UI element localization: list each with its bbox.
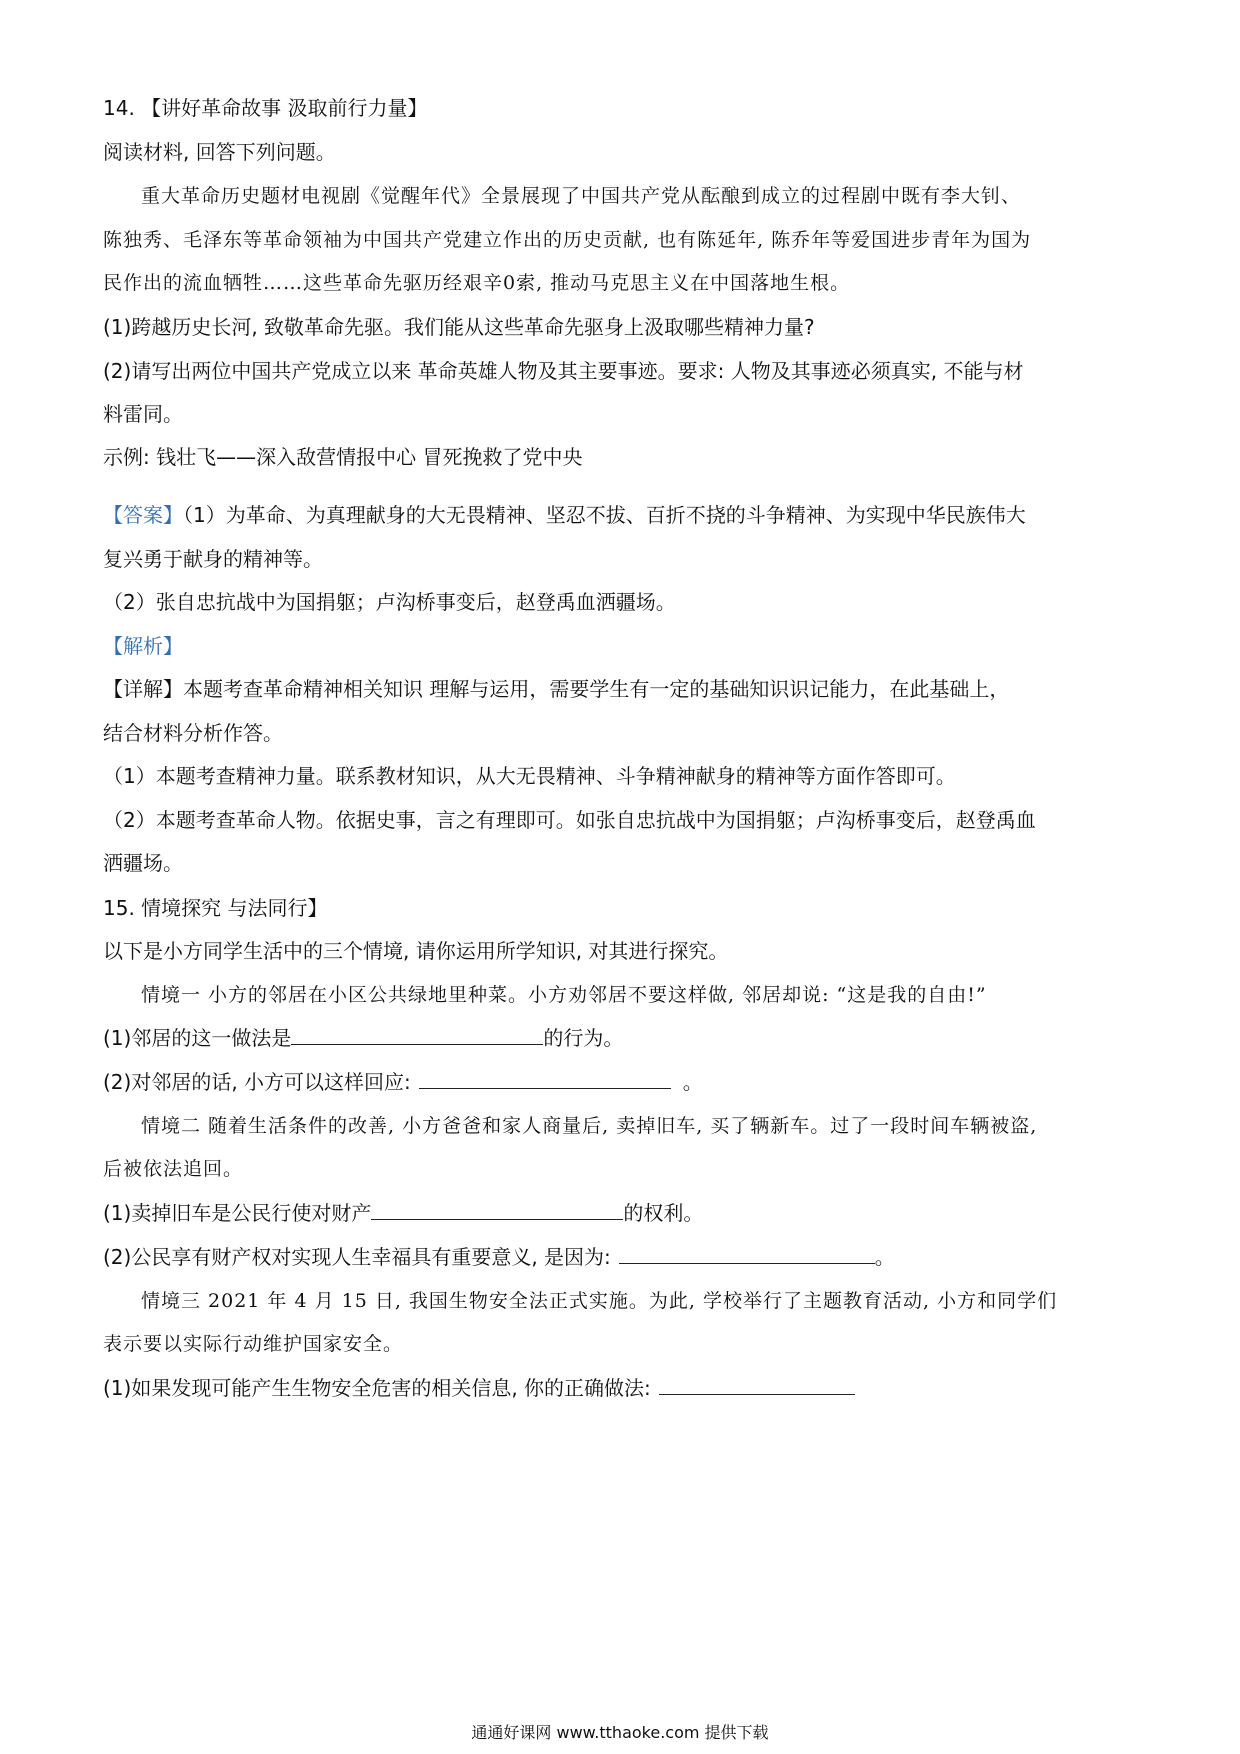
- scenario-3-q1-prefix: (1)如果发现可能产生生物安全危害的相关信息, 你的正确做法:: [103, 1376, 651, 1400]
- question-14-sub-1: (1)跨越历史长河, 致敬革命先驱。我们能从这些革命先驱身上汲取哪些精神力量?: [103, 315, 815, 339]
- scenario-1-q1-blank[interactable]: [291, 1024, 543, 1045]
- scenario-2-q1-prefix: (1)卖掉旧车是公民行使对财产: [103, 1201, 372, 1225]
- scenario-1-question-1: [103, 1024, 623, 1052]
- question-14-sub-2-line-1: (2)请写出两位中国共产党成立以来 革命英雄人物及其主要事迹。要求: 人物及其事迹必须真实, 不能与材: [103, 359, 1024, 383]
- scenario-3-question-1: [103, 1374, 855, 1402]
- detail-line-1: 【详解】本题考查革命精神相关知识 理解与运用，需要学生有一定的基础知识识记能力，在此基础上，: [103, 677, 1010, 701]
- scenario-2-q1-suffix: 的权利。: [623, 1201, 704, 1225]
- analysis-tag: 【解析】: [103, 634, 183, 658]
- scenario-2-q2-blank[interactable]: [619, 1243, 875, 1264]
- scenario-2-line-1: 情境二 随着生活条件的改善, 小方爸爸和家人商量后, 卖掉旧车, 买了辆新车。过了一段时间车辆被盗,: [141, 1115, 1038, 1137]
- answer-1-text: （1）为革命、为真理献身的大无畏精神、坚忍不拔、百折不挠的斗争精神、为实现中华民族伟大: [183, 503, 1026, 527]
- scenario-1-q2-prefix: (2)对邻居的话, 小方可以这样回应:: [103, 1070, 411, 1094]
- scenario-2-q2-suffix: 。: [874, 1245, 895, 1269]
- scenario-1-question-2: [103, 1068, 703, 1096]
- detail-2-line-2: 洒疆场。: [103, 851, 183, 875]
- scenario-2-q1-blank[interactable]: [371, 1199, 623, 1220]
- scenario-3-line-2: 表示要以实际行动维护国家安全。: [103, 1333, 404, 1355]
- question-15-intro: 以下是小方同学生活中的三个情境, 请你运用所学知识, 对其进行探究。: [103, 939, 729, 963]
- answer-2: （2）张自忠抗战中为国捐躯；卢沟桥事变后，赵登禹血洒疆场。: [103, 590, 676, 614]
- answer-line-1: [103, 501, 1026, 529]
- answer-tag: 【答案】: [103, 503, 183, 527]
- scenario-2-q2-prefix: (2)公民享有财产权对实现人生幸福具有重要意义, 是因为:: [103, 1245, 611, 1269]
- question-14-instruction: 阅读材料, 回答下列问题。: [103, 140, 336, 164]
- scenario-1-q2-blank[interactable]: [419, 1068, 671, 1089]
- scenario-1-q1-suffix: 的行为。: [543, 1026, 624, 1050]
- question-15-title: 15. 情境探究 与法同行】: [103, 896, 328, 920]
- scenario-1-q1-prefix: (1)邻居的这一做法是: [103, 1026, 292, 1050]
- material-line-3: 民作出的流血牺牲……这些革命先驱历经艰辛0索, 推动马克思主义在中国落地生根。: [103, 272, 851, 294]
- material-line-1: 重大革命历史题材电视剧《觉醒年代》全景展现了中国共产党从酝酿到成立的过程剧中既有李大钊、: [141, 185, 1022, 207]
- scenario-3-line-1: 情境三 2021 年 4 月 15 日, 我国生物安全法正式实施。为此, 学校举行了主题教育活动, 小方和同学们: [141, 1290, 1058, 1312]
- scenario-3-q1-blank[interactable]: [659, 1374, 855, 1395]
- detail-line-2: 结合材料分析作答。: [103, 721, 283, 745]
- question-14-title: 14. 【讲好革命故事 汲取前行力量】: [103, 96, 428, 120]
- question-14-example: 示例: 钱壮飞——深入敌营情报中心 冒死挽救了党中央: [103, 445, 583, 469]
- page-footer: 通通好课网 www.tthaoke.com 提供下载: [471, 1723, 769, 1742]
- detail-2-line-1: （2）本题考查革命人物。依据史事，言之有理即可。如张自忠抗战中为国捐躯；卢沟桥事变后，赵登禹血: [103, 808, 1036, 832]
- scenario-2-line-2: 后被依法追回。: [103, 1158, 244, 1180]
- material-line-2: 陈独秀、毛泽东等革命领袖为中国共产党建立作出的历史贡献, 也有陈延年, 陈乔年等爱国进步青年为国为: [103, 229, 1032, 251]
- answer-1-line-2: 复兴勇于献身的精神等。: [103, 547, 323, 571]
- scenario-1: 情境一 小方的邻居在小区公共绿地里种菜。小方劝邻居不要这样做, 邻居却说: “这是我的自由!”: [141, 984, 987, 1006]
- scenario-2-question-2: [103, 1243, 895, 1271]
- scenario-1-q2-suffix: 。: [682, 1070, 703, 1094]
- detail-1: （1）本题考查精神力量。联系教材知识，从大无畏精神、斗争精神献身的精神等方面作答即可。: [103, 764, 956, 788]
- question-14-sub-2-line-2: 料雷同。: [103, 402, 183, 426]
- scenario-2-question-1: [103, 1199, 703, 1227]
